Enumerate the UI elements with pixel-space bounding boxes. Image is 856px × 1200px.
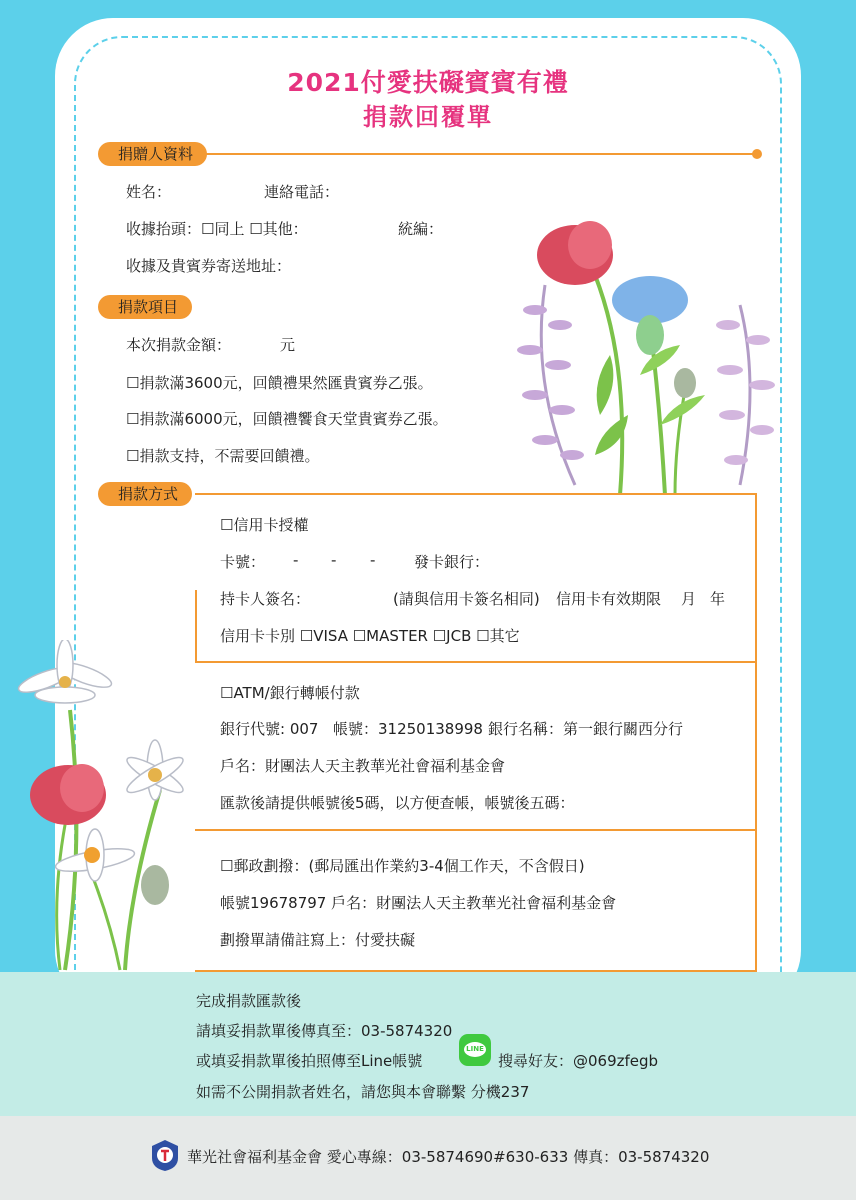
card-dash-3: - — [370, 551, 376, 569]
field-name[interactable]: 姓名： — [126, 183, 172, 201]
expiry-year: 年 — [710, 590, 726, 608]
field-receipt-title[interactable]: 收據抬頭：☐同上 ☐其他： — [126, 220, 308, 238]
section-label-items: 捐款項目 — [98, 295, 192, 319]
line-app-icon[interactable] — [459, 1034, 491, 1066]
atm-holder: 戶名：財團法人天主教華光社會福利基金會 — [220, 757, 506, 775]
after-heading: 完成捐款匯款後 — [196, 992, 302, 1010]
flower-illustration-left — [10, 640, 220, 980]
bank-code: 銀行代號: 007 — [220, 720, 319, 738]
form-title: 2021付愛扶礙賓賓有禮 — [287, 68, 569, 97]
postal-checkbox[interactable]: ☐郵政劃撥：(郵局匯出作業約3-4個工作天，不含假日) — [220, 857, 585, 875]
amount-unit: 元 — [280, 336, 296, 354]
postal-account: 帳號19678797 戶名：財團法人天主教華光社會福利基金會 — [220, 894, 617, 912]
field-amount[interactable]: 本次捐款金額： — [126, 336, 232, 354]
card-type-options[interactable]: 信用卡卡別 ☐VISA ☐MASTER ☐JCB ☐其它 — [220, 627, 520, 645]
bank-name: 銀行名稱：第一銀行關西分行 — [488, 720, 684, 738]
anonymous-note: 如需不公開捐款者姓名，請您與本會聯繫 分機237 — [196, 1083, 530, 1101]
option-3600[interactable]: ☐捐款滿3600元，回饋禮果然匯貴賓券乙張。 — [126, 374, 433, 392]
section-label-donor: 捐贈人資料 — [98, 142, 207, 166]
form-subtitle: 捐款回覆單 — [363, 103, 493, 131]
card-dash-2: - — [331, 551, 337, 569]
rule-dot — [752, 149, 762, 159]
flower-illustration-right — [500, 215, 800, 495]
option-no-gift[interactable]: ☐捐款支持，不需要回饋禮。 — [126, 447, 320, 465]
issuer-bank-label[interactable]: 發卡銀行： — [414, 553, 490, 571]
section-label-method: 捐款方式 — [98, 482, 192, 506]
credit-card-checkbox[interactable]: ☐信用卡授權 — [220, 516, 309, 534]
postal-memo: 劃撥單請備註寫上：付愛扶礙 — [220, 931, 416, 949]
cardholder-signature-label[interactable]: 持卡人簽名： — [220, 590, 311, 608]
option-6000[interactable]: ☐捐款滿6000元，回饋禮饗食天堂貴賓券乙張。 — [126, 410, 448, 428]
credit-card-number-label[interactable]: 卡號： — [220, 553, 266, 571]
atm-note[interactable]: 匯款後請提供帳號後5碼，以方便查帳，帳號後五碼： — [220, 794, 575, 812]
line-badge-text: LINE — [464, 1042, 486, 1057]
foundation-logo-icon — [150, 1138, 180, 1172]
field-phone[interactable]: 連絡電話： — [264, 183, 340, 201]
field-tax-id[interactable]: 統編： — [398, 220, 444, 238]
card-dash-1: - — [293, 551, 299, 569]
bank-account: 帳號：31250138998 — [333, 720, 483, 738]
expiry-label[interactable]: 信用卡有效期限 — [556, 590, 662, 608]
signature-note: (請與信用卡簽名相同) — [393, 590, 540, 608]
line-instruction: 或填妥捐款單後拍照傳至Line帳號 — [196, 1052, 423, 1070]
footer-contact: 華光社會福利基金會 愛心專線：03-5874690#630-633 傳真：03-5874320 — [187, 1148, 710, 1166]
section-rule — [200, 153, 755, 155]
fax-instruction: 請填妥捐款單後傳真至：03-5874320 — [196, 1022, 453, 1040]
field-address[interactable]: 收據及貴賓券寄送地址： — [126, 257, 292, 275]
line-search-id[interactable]: 搜尋好友：@069zfegb — [498, 1052, 659, 1070]
expiry-month: 月 — [681, 590, 697, 608]
atm-checkbox[interactable]: ☐ATM/銀行轉帳付款 — [220, 684, 360, 702]
